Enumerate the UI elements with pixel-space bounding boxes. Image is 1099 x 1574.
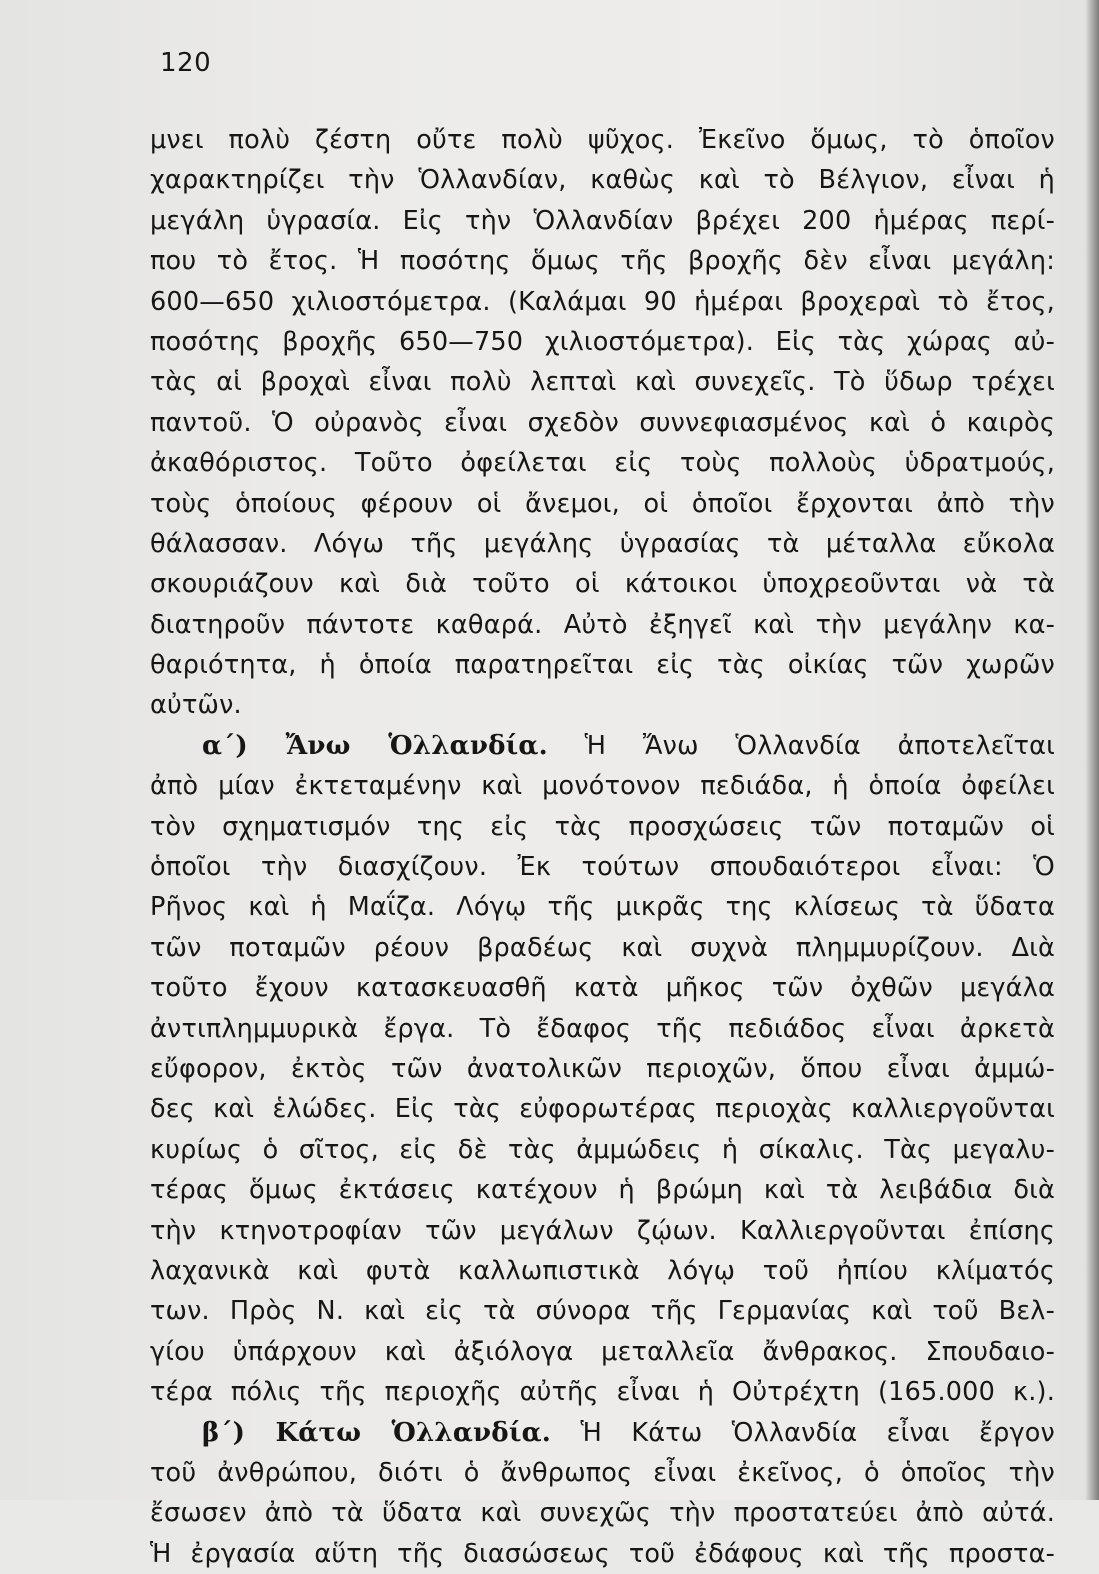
- text-line: τὴν κτηνοτροφίαν τῶν μεγάλων ζῴων. Καλλιεργοῦνται ἐπίσης: [150, 1215, 1055, 1246]
- text-line: τοῦ ἀνθρώπου, διότι ὁ ἄνθρωπος εἶναι ἐκεῖνος, ὁ ὁποῖος τὴν: [150, 1457, 1055, 1488]
- page-number: 120: [160, 48, 212, 78]
- text-line: σκουριάζουν καὶ διὰ τοῦτο οἱ κάτοικοι ὑποχρεοῦνται νὰ τὰ: [150, 569, 1055, 600]
- text-line: ἀντιπλημμυρικὰ ἔργα. Τὸ ἔδαφος τῆς πεδιάδος εἶναι ἀρκετὰ: [150, 1013, 1055, 1044]
- text-line: ἀπὸ μίαν ἐκτεταμένην καὶ μονότονον πεδιάδα, ἡ ὁποία ὀφείλει: [150, 771, 1055, 802]
- text-line: τέρας ὅμως ἐκτάσεις κατέχουν ἡ βρώμη καὶ τὰ λειβάδια διὰ: [150, 1175, 1055, 1206]
- text-line: χαρακτηρίζει τὴν Ὁλλανδίαν, καθὼς καὶ τὸ Βέλγιον, εἶναι ἡ: [150, 165, 1055, 196]
- page-binding-shadow: [1085, 0, 1099, 1500]
- text-line: θάλασσαν. Λόγω τῆς μεγάλης ὑγρασίας τὰ μέταλλα εὔκολα: [150, 528, 1055, 559]
- text-line: αὐτῶν.: [150, 690, 242, 721]
- section-a-first-line-text: Ἡ Ἄνω Ὁλλανδία ἀποτελεῖται: [584, 730, 1055, 761]
- text-line: ἀκαθόριστος. Τοῦτο ὀφείλεται εἰς τοὺς πολλοὺς ὑδρατμούς,: [150, 448, 1055, 479]
- text-line: 600—650 χιλιοστόμετρα. (Καλάμαι 90 ἡμέραι βροχεραὶ τὸ ἔτος,: [150, 286, 1055, 317]
- text-line: τὸν σχηματισμόν της εἰς τὰς προσχώσεις τῶν ποταμῶν οἱ: [150, 811, 1055, 842]
- text-line: εὔφορον, ἐκτὸς τῶν ἀνατολικῶν περιοχῶν, ὅπου εἶναι ἀμμώ-: [150, 1053, 1055, 1084]
- text-line: διατηροῦν πάντοτε καθαρά. Αὐτὸ ἐξηγεῖ καὶ τὴν μεγάλην κα-: [150, 609, 1055, 640]
- text-line: δες καὶ ἑλώδες. Εἰς τὰς εὐφορωτέρας περιοχὰς καλλιεργοῦνται: [150, 1094, 1055, 1125]
- text-line: θαριότητα, ἡ ὁποία παρατηρεῖται εἰς τὰς οἰκίας τῶν χωρῶν: [150, 650, 1055, 681]
- text-line: ἔσωσεν ἀπὸ τὰ ὕδατα καὶ συνεχῶς τὴν προστατεύει ἀπὸ αὐτά.: [150, 1498, 1055, 1529]
- text-line: γίου ὑπάρχουν καὶ ἀξιόλογα μεταλλεῖα ἄνθρακος. Σπουδαιο-: [150, 1336, 1055, 1367]
- text-line: παντοῦ. Ὁ οὐρανὸς εἶναι σχεδὸν συννεφιασμένος καὶ ὁ καιρὸς: [150, 407, 1055, 438]
- text-line: που τὸ ἔτος. Ἡ ποσότης ὅμως τῆς βροχῆς δὲν εἶναι μεγάλη:: [150, 246, 1055, 277]
- text-line: μνει πολὺ ζέστη οὔτε πολὺ ψῦχος. Ἐκεῖνο ὅμως, τὸ ὁποῖον: [150, 125, 1055, 155]
- text-line: λαχανικὰ καὶ φυτὰ καλλωπιστικὰ λόγῳ τοῦ ἠπίου κλίματός: [150, 1255, 1055, 1286]
- text-line: ποσότης βροχῆς 650—750 χιλιοστόμετρα). Εἰς τὰς χώρας αὐ-: [150, 326, 1055, 357]
- text-line: κυρίως ὁ σῖτος, εἰς δὲ τὰς ἀμμώδεις ἡ σίκαλις. Τὰς μεγαλυ-: [150, 1134, 1055, 1165]
- text-line: τῶν ποταμῶν ρέουν βραδέως καὶ συχνὰ πλημμυρίζουν. Διὰ: [150, 932, 1055, 963]
- section-a-first-line: [150, 726, 1055, 766]
- section-a-heading: α΄) Ἄνω Ὁλλανδία.: [202, 730, 548, 761]
- text-line: Ἡ ἐργασία αὕτη τῆς διασώσεως τοῦ ἐδάφους καὶ τῆς προστα-: [150, 1538, 1055, 1569]
- section-b-heading: β΄) Κάτω Ὁλλανδία.: [202, 1417, 552, 1448]
- text-line: τοῦτο ἔχουν κατασκευασθῆ κατὰ μῆκος τῶν ὀχθῶν μεγάλα: [150, 973, 1055, 1004]
- body-text: [150, 120, 1055, 1574]
- section-b-first-line: [150, 1413, 1055, 1453]
- text-line: ὁποῖοι τὴν διασχίζουν. Ἐκ τούτων σπουδαιότεροι εἶναι: Ὁ: [150, 852, 1055, 883]
- text-line: των. Πρὸς Ν. καὶ εἰς τὰ σύνορα τῆς Γερμανίας καὶ τοῦ Βελ-: [150, 1296, 1055, 1327]
- text-line: τὰς αἱ βροχαὶ εἶναι πολὺ λεπταὶ καὶ συνεχεῖς. Τὸ ὕδωρ τρέχει: [150, 367, 1055, 398]
- text-line: τέρα πόλις τῆς περιοχῆς αὐτῆς εἶναι ἡ Οὐτρέχτη (165.000 κ.).: [150, 1377, 1055, 1408]
- text-line: μεγάλη ὑγρασία. Εἰς τὴν Ὁλλανδίαν βρέχει 200 ἡμέρας περί-: [150, 205, 1055, 236]
- section-b-first-line-text: Ἡ Κάτω Ὁλλανδία εἶναι ἔργον: [580, 1417, 1056, 1448]
- text-line: τοὺς ὁποίους φέρουν οἱ ἄνεμοι, οἱ ὁποῖοι ἔρχονται ἀπὸ τὴν: [150, 488, 1055, 519]
- text-line: Ρῆνος καὶ ἡ Μαΐζα. Λόγῳ τῆς μικρᾶς της κλίσεως τὰ ὕδατα: [150, 892, 1055, 923]
